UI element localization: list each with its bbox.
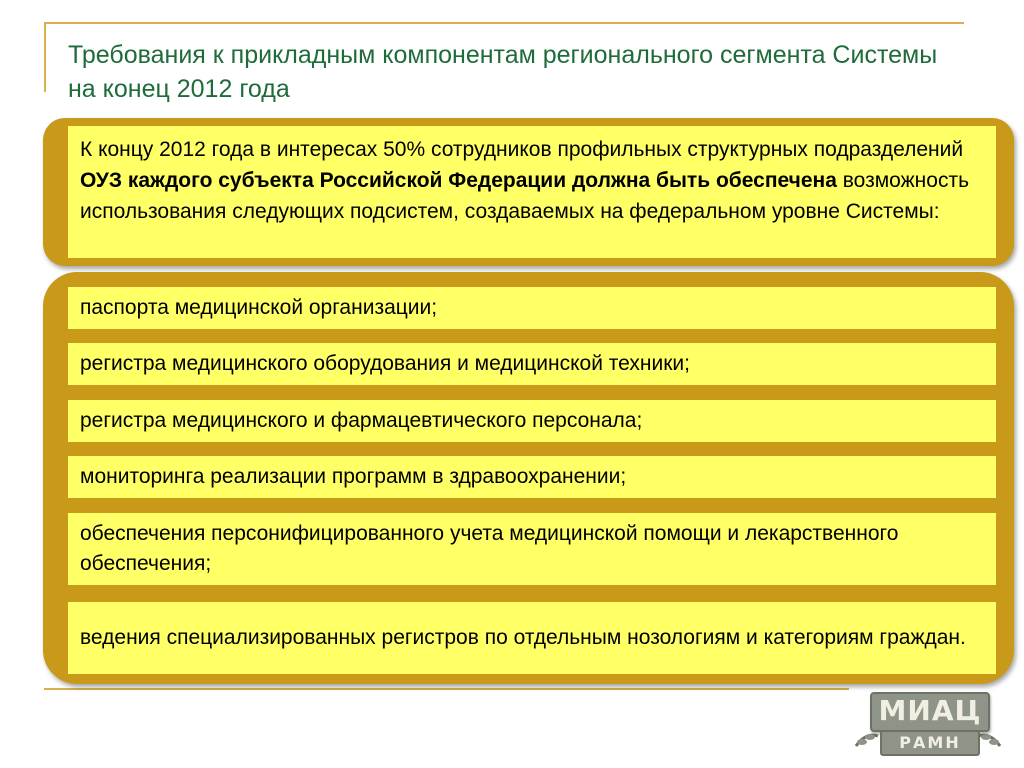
list-item: обеспечения персонифицированного учета медицинской помощи и лекарственного обеспечения; (68, 513, 996, 585)
logo-main-text: МИАЦ (870, 692, 990, 732)
intro-text-part2: возможность использования следующих подсистем, создаваемых на федеральном уровне Системы: (80, 169, 970, 223)
intro-text-part1: К концу 2012 года в интересах 50% сотрудников профильных структурных подразделений (80, 138, 964, 161)
frame-bottom-line (44, 688, 849, 690)
list-item: ведения специализированных регистров по отдельным нозологиям и категориям граждан. (68, 602, 996, 674)
intro-text (68, 126, 996, 258)
intro-text-bold: ОУЗ каждого субъекта Российской Федерации должна быть обеспечена (80, 169, 837, 192)
miac-ramn-logo (852, 690, 1004, 754)
logo-sub-text: РАМН (880, 730, 980, 756)
frame-top-line (44, 22, 964, 24)
list-item: мониторинга реализации программ в здравоохранении; (68, 456, 996, 498)
list-item: регистра медицинского оборудования и медицинской техники; (68, 343, 996, 385)
slide-title: Требования к прикладным компонентам регионального сегмента Системы на конец 2012 года (68, 41, 938, 103)
frame-left-line (44, 22, 46, 92)
list-item: паспорта медицинской организации; (68, 287, 996, 329)
list-item: регистра медицинского и фармацевтического персонала; (68, 400, 996, 442)
